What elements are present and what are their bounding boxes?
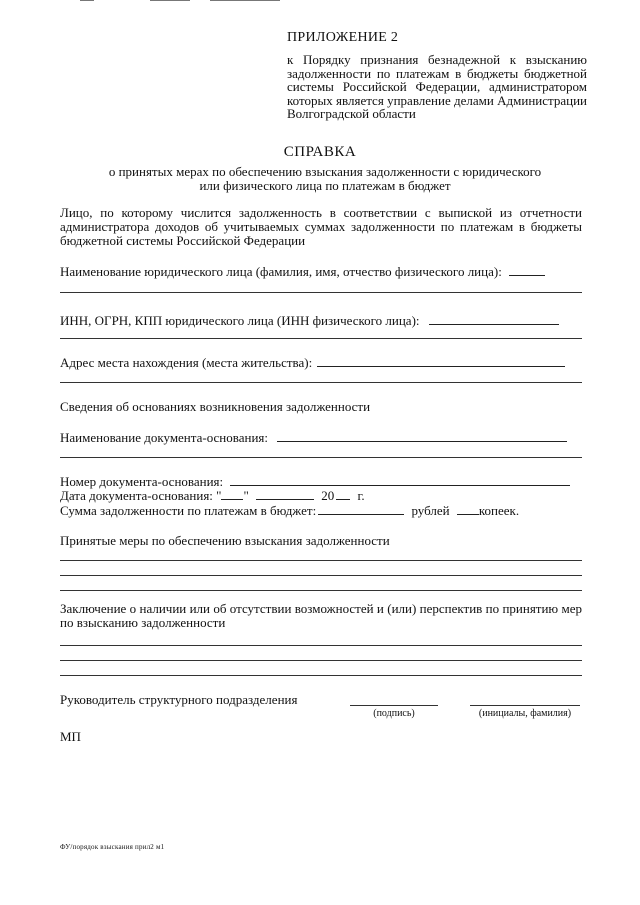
debt-basis-heading: Сведения об основаниях возникновения задолженности bbox=[60, 399, 371, 414]
stamp-label: МП bbox=[60, 729, 81, 744]
basis-doc-number-blank[interactable] bbox=[230, 474, 570, 486]
document-title: СПРАВКА bbox=[283, 144, 357, 160]
intro-paragraph: Лицо, по которому числится задолженность в соответствии с выпиской из отчетности администратора доходов об учитываемых суммах задолженности по платежам в бюджеты бюджетной системы Российской Федерации bbox=[60, 205, 582, 248]
debt-rubles-blank[interactable] bbox=[318, 503, 404, 515]
conclusion-line-3[interactable] bbox=[60, 675, 582, 676]
tax-ids-line[interactable] bbox=[60, 338, 582, 339]
footer-note: ФУ/порядок взыскания прил2 м1 bbox=[60, 843, 165, 851]
subtitle-line-1: о принятых мерах по обеспечению взыскания задолженности с юридического bbox=[108, 164, 542, 179]
tax-ids-row bbox=[60, 313, 559, 328]
basis-doc-name-row bbox=[60, 430, 567, 445]
entity-name-label: Наименование юридического лица (фамилия, имя, отчество физического лица): bbox=[60, 264, 502, 279]
address-label: Адрес места нахождения (места жительства): bbox=[60, 355, 313, 370]
measures-line-2[interactable] bbox=[60, 575, 582, 576]
entity-name-row bbox=[60, 264, 545, 279]
debt-amount-label: Сумма задолженности по платежам в бюджет: bbox=[60, 503, 317, 518]
name-caption: (инициалы, фамилия) bbox=[478, 708, 572, 719]
address-row bbox=[60, 355, 565, 370]
entity-name-blank[interactable] bbox=[509, 264, 545, 276]
debt-amount-row bbox=[60, 503, 519, 518]
signature-caption: (подпись) bbox=[373, 708, 415, 719]
basis-doc-date-quote: " bbox=[243, 488, 249, 503]
subtitle-line-2: или физического лица по платежам в бюджет bbox=[199, 177, 451, 193]
document-subtitle bbox=[80, 165, 570, 192]
signature-role: Руководитель структурного подразделения bbox=[60, 692, 298, 707]
measures-line-3[interactable] bbox=[60, 590, 582, 591]
basis-doc-date-row bbox=[60, 488, 365, 503]
basis-doc-year-prefix: 20 bbox=[321, 488, 335, 503]
conclusion-line-2[interactable] bbox=[60, 660, 582, 661]
rubles-label: рублей bbox=[411, 503, 450, 518]
entity-name-line[interactable] bbox=[60, 292, 582, 293]
appendix-preamble: к Порядку признания безнадежной к взысканию задолженности по платежам в бюджеты бюджетной системы Российской Федерации, администратором которых является управление делами Администрации Волгоградской области bbox=[287, 52, 587, 121]
kopecks-label: копеек. bbox=[478, 503, 520, 518]
basis-doc-name-blank[interactable] bbox=[277, 430, 567, 442]
signature-line[interactable] bbox=[350, 705, 438, 706]
conclusion-line-1[interactable] bbox=[60, 645, 582, 646]
measures-line-1[interactable] bbox=[60, 560, 582, 561]
basis-doc-number-label: Номер документа-основания: bbox=[60, 474, 224, 489]
name-line[interactable] bbox=[470, 705, 580, 706]
tax-ids-label: ИНН, ОГРН, КПП юридического лица (ИНН физического лица): bbox=[60, 313, 420, 328]
basis-doc-name-line[interactable] bbox=[60, 457, 582, 458]
basis-doc-name-label: Наименование документа-основания: bbox=[60, 430, 268, 445]
measures-heading: Принятые меры по обеспечению взыскания задолженности bbox=[60, 533, 390, 548]
basis-doc-date-label: Дата документа-основания: " bbox=[60, 488, 222, 503]
basis-doc-month-blank[interactable] bbox=[256, 488, 314, 500]
tax-ids-blank[interactable] bbox=[429, 313, 559, 325]
basis-doc-year-blank[interactable] bbox=[336, 488, 350, 500]
address-line[interactable] bbox=[60, 382, 582, 383]
address-blank[interactable] bbox=[317, 355, 565, 367]
debt-kopecks-blank[interactable] bbox=[457, 503, 479, 515]
appendix-label: ПРИЛОЖЕНИЕ 2 bbox=[287, 30, 399, 45]
scan-top-marks bbox=[80, 0, 280, 2]
basis-doc-year-suffix: г. bbox=[357, 488, 365, 503]
basis-doc-number-row bbox=[60, 474, 570, 489]
basis-doc-day-blank[interactable] bbox=[221, 488, 243, 500]
conclusion-heading: Заключение о наличии или об отсутствии возможностей и (или) перспектив по принятию мер по взысканию задолженности bbox=[60, 601, 582, 630]
